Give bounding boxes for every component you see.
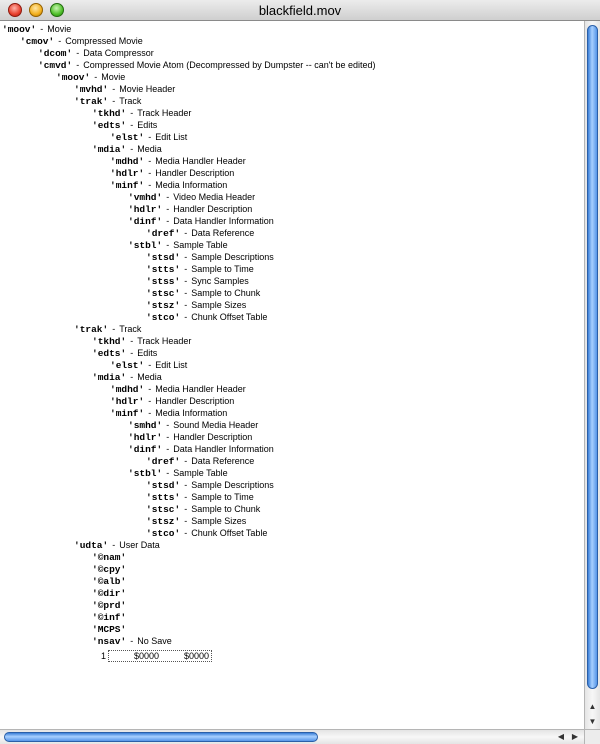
atom-description: Track xyxy=(119,96,142,106)
atom-tag: 'MCPS' xyxy=(92,624,127,635)
atom-description: Compressed Movie Atom (Decompressed by Dumpster -- can't be edited) xyxy=(83,60,376,70)
atom-description: Sample to Time xyxy=(191,264,254,274)
atom-separator: - xyxy=(94,72,98,82)
atom-row[interactable] xyxy=(92,575,126,587)
atom-separator: - xyxy=(184,528,188,538)
atom-row[interactable] xyxy=(128,239,228,251)
atom-row[interactable] xyxy=(146,455,254,467)
atom-tag: 'smhd' xyxy=(128,420,163,431)
atom-separator: - xyxy=(166,420,170,430)
atom-row[interactable] xyxy=(110,359,187,371)
scroll-left-icon[interactable]: ◀ xyxy=(557,732,565,741)
atom-separator: - xyxy=(184,288,188,298)
atom-tag: 'cmov' xyxy=(20,36,55,47)
atom-description: Sample Table xyxy=(173,240,228,250)
atom-separator: - xyxy=(148,180,152,190)
atom-separator: - xyxy=(130,120,134,130)
atom-row[interactable] xyxy=(146,491,254,503)
atom-tag: 'vmhd' xyxy=(128,192,163,203)
atom-tag: 'stss' xyxy=(146,276,181,287)
atom-separator: - xyxy=(130,108,134,118)
atom-separator: - xyxy=(166,192,170,202)
atom-separator: - xyxy=(76,48,80,58)
atom-description: Data Handler Information xyxy=(173,444,274,454)
atom-description: Track Header xyxy=(137,336,192,346)
atom-separator: - xyxy=(148,408,152,418)
atom-row[interactable] xyxy=(146,227,254,239)
atom-tag: 'tkhd' xyxy=(92,336,127,347)
atom-row[interactable] xyxy=(92,143,162,155)
atom-separator: - xyxy=(184,504,188,514)
atom-description: User Data xyxy=(119,540,160,550)
atom-description: Data Reference xyxy=(191,456,255,466)
atom-tag: 'nsav' xyxy=(92,636,127,647)
atom-row[interactable] xyxy=(38,47,154,59)
atom-description: Edit List xyxy=(155,132,188,142)
atom-row[interactable] xyxy=(146,311,267,323)
atom-tag: 'mdia' xyxy=(92,144,127,155)
atom-description: Sample to Chunk xyxy=(191,504,261,514)
resize-grip[interactable] xyxy=(584,729,600,744)
atom-separator: - xyxy=(148,168,152,178)
atom-description: Media Information xyxy=(155,180,228,190)
atom-row[interactable] xyxy=(74,83,175,95)
atom-tag: 'stsd' xyxy=(146,252,181,263)
atom-description: Sample Descriptions xyxy=(191,252,274,262)
atom-separator: - xyxy=(184,252,188,262)
atom-row[interactable] xyxy=(146,515,246,527)
atom-tag: 'stsz' xyxy=(146,516,181,527)
atom-separator: - xyxy=(130,372,134,382)
atom-separator: - xyxy=(148,156,152,166)
atom-description: Video Media Header xyxy=(173,192,256,202)
atom-tag: 'stbl' xyxy=(128,468,163,479)
atom-tag: '©nam' xyxy=(92,552,127,563)
scroll-right-icon[interactable]: ▶ xyxy=(571,732,579,741)
atom-description: Media Handler Header xyxy=(155,156,246,166)
atom-tag: 'dref' xyxy=(146,456,181,467)
atom-row[interactable] xyxy=(110,179,227,191)
atom-tag: '©cpy' xyxy=(92,564,127,575)
atom-tag: 'hdlr' xyxy=(128,432,163,443)
atom-row[interactable] xyxy=(92,635,172,647)
atom-row[interactable] xyxy=(92,563,126,575)
atom-tag: 'cmvd' xyxy=(38,60,73,71)
atom-tag: 'stsc' xyxy=(146,504,181,515)
atom-separator: - xyxy=(184,492,188,502)
atom-tree[interactable] xyxy=(0,21,584,729)
atom-separator: - xyxy=(184,516,188,526)
atom-tag: 'elst' xyxy=(110,360,145,371)
atom-separator: - xyxy=(148,360,152,370)
atom-description: Sample Descriptions xyxy=(191,480,274,490)
nsav-value-field[interactable] xyxy=(108,650,212,662)
atom-tag: 'dcom' xyxy=(38,48,73,59)
atom-row[interactable] xyxy=(128,443,274,455)
atom-tag: 'trak' xyxy=(74,96,109,107)
atom-row[interactable] xyxy=(128,203,252,215)
atom-tag: 'dref' xyxy=(146,228,181,239)
atom-separator: - xyxy=(148,132,152,142)
atom-row[interactable] xyxy=(146,299,246,311)
atom-description: Movie xyxy=(47,24,72,34)
atom-separator: - xyxy=(166,204,170,214)
atom-separator: - xyxy=(130,636,134,646)
atom-tag: 'moov' xyxy=(2,24,37,35)
atom-separator: - xyxy=(184,276,188,286)
atom-description: Sound Media Header xyxy=(173,420,259,430)
atom-description: Media Handler Header xyxy=(155,384,246,394)
atom-row[interactable] xyxy=(128,431,252,443)
atom-separator: - xyxy=(112,84,116,94)
atom-row[interactable] xyxy=(128,467,228,479)
atom-separator: - xyxy=(130,336,134,346)
atom-row[interactable] xyxy=(146,251,274,263)
atom-separator: - xyxy=(166,444,170,454)
atom-row[interactable] xyxy=(110,131,187,143)
atom-description: Sync Samples xyxy=(191,276,249,286)
atom-row[interactable] xyxy=(92,371,162,383)
atom-tag: '©inf' xyxy=(92,612,127,623)
atom-separator: - xyxy=(184,312,188,322)
atom-row[interactable] xyxy=(92,347,157,359)
atom-tag: 'hdlr' xyxy=(110,168,145,179)
atom-tag: 'mdhd' xyxy=(110,384,145,395)
atom-tag: 'stsd' xyxy=(146,480,181,491)
atom-tag: 'dinf' xyxy=(128,216,163,227)
atom-row[interactable] xyxy=(128,419,258,431)
atom-separator: - xyxy=(166,216,170,226)
atom-row[interactable] xyxy=(92,119,157,131)
atom-description: Handler Description xyxy=(155,168,235,178)
atom-row[interactable] xyxy=(92,107,191,119)
atom-description: Sample Sizes xyxy=(191,516,247,526)
atom-separator: - xyxy=(166,468,170,478)
atom-separator: - xyxy=(184,456,188,466)
atom-row[interactable] xyxy=(128,215,274,227)
atom-row[interactable] xyxy=(74,323,141,335)
atom-row[interactable] xyxy=(110,407,227,419)
atom-tag: 'udta' xyxy=(74,540,109,551)
atom-row[interactable] xyxy=(38,59,376,71)
atom-description: No Save xyxy=(137,636,172,646)
horizontal-scrollbar[interactable] xyxy=(0,729,584,744)
atom-row[interactable] xyxy=(146,527,267,539)
atom-row[interactable] xyxy=(146,287,260,299)
atom-separator: - xyxy=(130,144,134,154)
atom-tag: 'minf' xyxy=(110,408,145,419)
atom-tag: 'stco' xyxy=(146,312,181,323)
atom-tag: 'stbl' xyxy=(128,240,163,251)
atom-description: Data Handler Information xyxy=(173,216,274,226)
atom-separator: - xyxy=(40,24,44,34)
atom-separator: - xyxy=(148,384,152,394)
atom-tag: 'stsc' xyxy=(146,288,181,299)
atom-description: Media Information xyxy=(155,408,228,418)
atom-tag: 'hdlr' xyxy=(128,204,163,215)
atom-row[interactable] xyxy=(110,155,246,167)
atom-row[interactable] xyxy=(92,335,191,347)
atom-description: Sample Table xyxy=(173,468,228,478)
atom-row[interactable] xyxy=(92,587,126,599)
atom-separator: - xyxy=(130,348,134,358)
atom-tag: 'tkhd' xyxy=(92,108,127,119)
atom-row[interactable] xyxy=(110,167,234,179)
atom-row[interactable] xyxy=(92,611,126,623)
atom-row[interactable] xyxy=(110,395,234,407)
atom-tag: 'stco' xyxy=(146,528,181,539)
atom-tag: 'stts' xyxy=(146,492,181,503)
scroll-up-icon[interactable]: ▲ xyxy=(588,702,597,711)
atom-row[interactable] xyxy=(74,539,160,551)
atom-description: Media xyxy=(137,372,162,382)
atom-tag: 'edts' xyxy=(92,120,127,131)
atom-row[interactable] xyxy=(74,95,141,107)
atom-description: Edit List xyxy=(155,360,188,370)
atom-row[interactable] xyxy=(146,479,274,491)
atom-description: Edits xyxy=(137,120,158,130)
nsav-index: 1 xyxy=(100,651,106,661)
atom-tag: '©dir' xyxy=(92,588,127,599)
scroll-down-icon[interactable]: ▼ xyxy=(588,717,597,726)
atom-separator: - xyxy=(184,264,188,274)
atom-description: Sample Sizes xyxy=(191,300,247,310)
atom-row[interactable] xyxy=(92,599,126,611)
atom-description: Edits xyxy=(137,348,158,358)
horizontal-scroll-arrows[interactable] xyxy=(554,730,582,744)
nsav-value-1: $0000 xyxy=(133,651,159,661)
atom-row[interactable] xyxy=(110,383,246,395)
atom-row[interactable] xyxy=(146,275,249,287)
atom-row[interactable] xyxy=(146,503,260,515)
atom-row[interactable] xyxy=(56,71,125,83)
atom-tag: 'edts' xyxy=(92,348,127,359)
atom-description: Movie xyxy=(101,72,126,82)
atom-separator: - xyxy=(112,96,116,106)
atom-separator: - xyxy=(166,432,170,442)
atom-description: Data Compressor xyxy=(83,48,154,58)
atom-tag: '©alb' xyxy=(92,576,127,587)
atom-description: Handler Description xyxy=(155,396,235,406)
atom-description: Chunk Offset Table xyxy=(191,312,268,322)
atom-row[interactable] xyxy=(128,191,255,203)
atom-tag: 'stsz' xyxy=(146,300,181,311)
atom-description: Movie Header xyxy=(119,84,176,94)
atom-separator: - xyxy=(58,36,62,46)
atom-row[interactable] xyxy=(146,263,254,275)
atom-separator: - xyxy=(184,228,188,238)
window-title: blackfield.mov xyxy=(258,3,342,18)
atom-tag: 'minf' xyxy=(110,180,145,191)
atom-row[interactable] xyxy=(92,551,126,563)
atom-tag: 'hdlr' xyxy=(110,396,145,407)
atom-tag: 'trak' xyxy=(74,324,109,335)
atom-description: Sample to Chunk xyxy=(191,288,261,298)
atom-tag: 'mdia' xyxy=(92,372,127,383)
atom-description: Handler Description xyxy=(173,432,253,442)
atom-description: Handler Description xyxy=(173,204,253,214)
atom-tag: 'elst' xyxy=(110,132,145,143)
atom-tag: 'mvhd' xyxy=(74,84,109,95)
atom-separator: - xyxy=(112,324,116,334)
vertical-scroll-thumb[interactable] xyxy=(587,25,598,689)
atom-separator: - xyxy=(76,60,80,70)
nsav-value-2: $0000 xyxy=(183,651,209,661)
atom-tag: 'mdhd' xyxy=(110,156,145,167)
title-bar[interactable] xyxy=(0,0,600,21)
atom-description: Data Reference xyxy=(191,228,255,238)
atom-separator: - xyxy=(184,300,188,310)
horizontal-scroll-thumb[interactable] xyxy=(4,732,318,742)
atom-separator: - xyxy=(148,396,152,406)
vertical-scrollbar[interactable] xyxy=(584,21,600,729)
atom-tag: 'moov' xyxy=(56,72,91,83)
atom-description: Sample to Time xyxy=(191,492,254,502)
atom-tag: 'dinf' xyxy=(128,444,163,455)
atom-row[interactable] xyxy=(2,23,71,35)
atom-tag: 'stts' xyxy=(146,264,181,275)
atom-description: Track xyxy=(119,324,142,334)
atom-row[interactable] xyxy=(92,623,126,635)
atom-description: Compressed Movie xyxy=(65,36,143,46)
atom-description: Chunk Offset Table xyxy=(191,528,268,538)
vertical-scroll-arrows[interactable] xyxy=(585,699,600,729)
atom-row[interactable] xyxy=(20,35,143,47)
atom-tag: '©prd' xyxy=(92,600,127,611)
atom-separator: - xyxy=(184,480,188,490)
atom-separator: - xyxy=(112,540,116,550)
atom-separator: - xyxy=(166,240,170,250)
atom-description: Track Header xyxy=(137,108,192,118)
atom-description: Media xyxy=(137,144,162,154)
